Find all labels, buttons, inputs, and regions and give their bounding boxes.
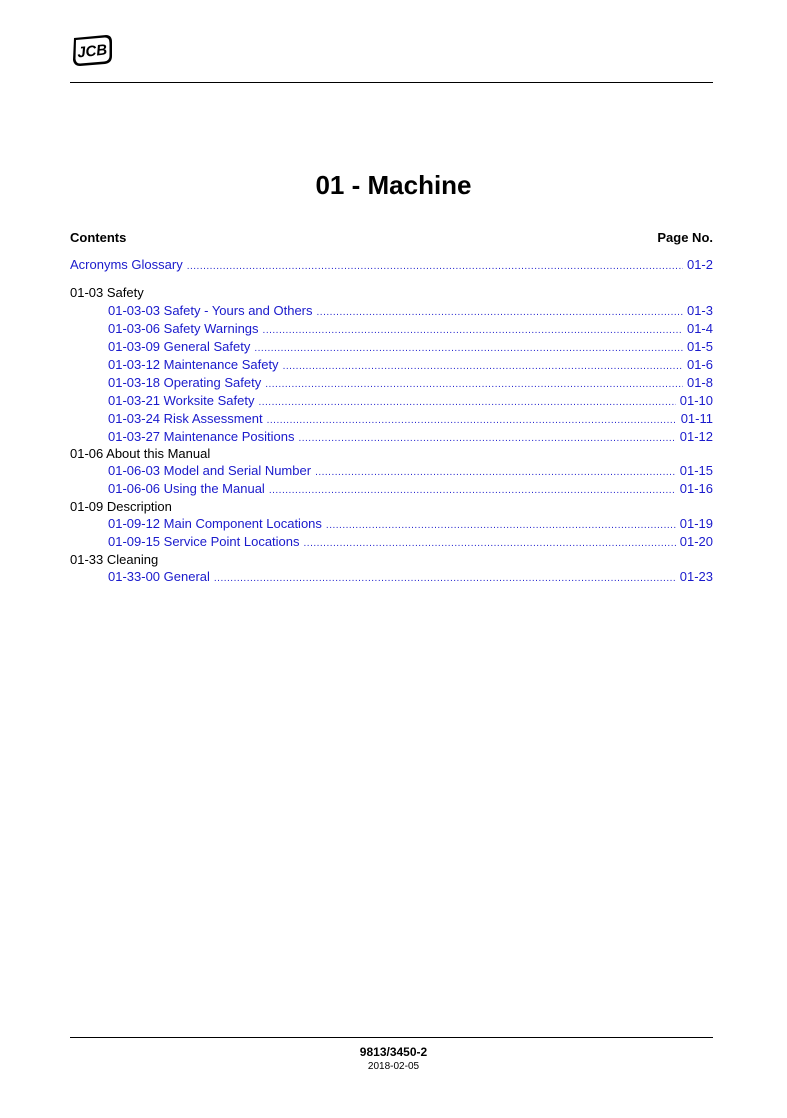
toc-entry-page: 01-15 [679, 463, 713, 478]
toc-entry-page: 01-16 [679, 481, 713, 496]
toc-entry-title: 01-03-03 Safety - Yours and Others [108, 303, 313, 318]
toc-entry-title: 01-03-27 Maintenance Positions [108, 429, 295, 444]
toc-entry[interactable] [108, 568, 713, 586]
toc-entry-page: 01-8 [686, 375, 713, 390]
toc-entry-page: 01-5 [686, 339, 713, 354]
dot-leader [214, 570, 676, 588]
toc-entry-page: 01-4 [686, 321, 713, 336]
toc-entry-page: 01-10 [679, 393, 713, 408]
toc-entry-title: Acronyms Glossary [70, 257, 183, 272]
toc-entry-page: 01-11 [680, 411, 713, 426]
toc-entry[interactable] [108, 480, 713, 498]
toc-entry-title: 01-09-15 Service Point Locations [108, 534, 300, 549]
toc-entry-title: 01-06-06 Using the Manual [108, 481, 265, 496]
logo-text: JCB [76, 41, 108, 62]
table-of-contents [70, 256, 713, 596]
toc-entry[interactable] [108, 462, 713, 480]
toc-entry[interactable] [108, 338, 713, 356]
footer-divider [70, 1037, 713, 1038]
toc-entry-title: 01-03-06 Safety Warnings [108, 321, 259, 336]
toc-entry[interactable] [108, 428, 713, 446]
toc-entry-title: 01-06-03 Model and Serial Number [108, 463, 312, 478]
section-heading-about-manual: 01-06 About this Manual [70, 446, 211, 461]
toc-entry-title: 01-03-21 Worksite Safety [108, 393, 255, 408]
toc-entry-page: 01-12 [679, 429, 713, 444]
section-heading-description: 01-09 Description [70, 499, 172, 514]
header-divider [70, 82, 713, 83]
dot-leader [298, 430, 675, 448]
toc-entry[interactable] [108, 356, 713, 374]
section-heading-cleaning: 01-33 Cleaning [70, 552, 159, 567]
page-no-label: Page No. [657, 230, 713, 245]
toc-entry-title: 01-09-12 Main Component Locations [108, 516, 322, 531]
toc-entry[interactable] [108, 320, 713, 338]
toc-entry-page: 01-2 [686, 257, 713, 272]
toc-entry-page: 01-20 [679, 534, 713, 549]
toc-entry[interactable] [108, 392, 713, 410]
toc-entry[interactable] [108, 302, 713, 320]
contents-label: Contents [70, 230, 127, 245]
toc-entry[interactable] [108, 374, 713, 392]
toc-entry-acronyms-glossary[interactable] [70, 256, 713, 274]
toc-entry-page: 01-19 [679, 516, 713, 531]
toc-entry[interactable] [108, 515, 713, 533]
toc-entry-title: 01-03-24 Risk Assessment [108, 411, 263, 426]
toc-entry-title: 01-03-09 General Safety [108, 339, 251, 354]
toc-entry[interactable] [108, 410, 713, 428]
document-number: 9813/3450-2 [359, 1045, 428, 1059]
dot-leader [187, 258, 683, 276]
jcb-logo [70, 32, 114, 68]
toc-entry-page: 01-23 [679, 569, 713, 584]
toc-entry-title: 01-03-12 Maintenance Safety [108, 357, 279, 372]
toc-entry-page: 01-6 [686, 357, 713, 372]
page-title: 01 - Machine [315, 170, 472, 200]
dot-leader [269, 482, 676, 500]
document-date: 2018-02-05 [367, 1061, 420, 1072]
toc-entry-title: 01-33-00 General [108, 569, 210, 584]
toc-entry[interactable] [108, 533, 713, 551]
toc-entry-title: 01-03-18 Operating Safety [108, 375, 262, 390]
section-heading-safety: 01-03 Safety [70, 285, 144, 300]
toc-entry-page: 01-3 [686, 303, 713, 318]
jcb-logo-graphic [70, 32, 114, 68]
dot-leader [304, 535, 676, 553]
